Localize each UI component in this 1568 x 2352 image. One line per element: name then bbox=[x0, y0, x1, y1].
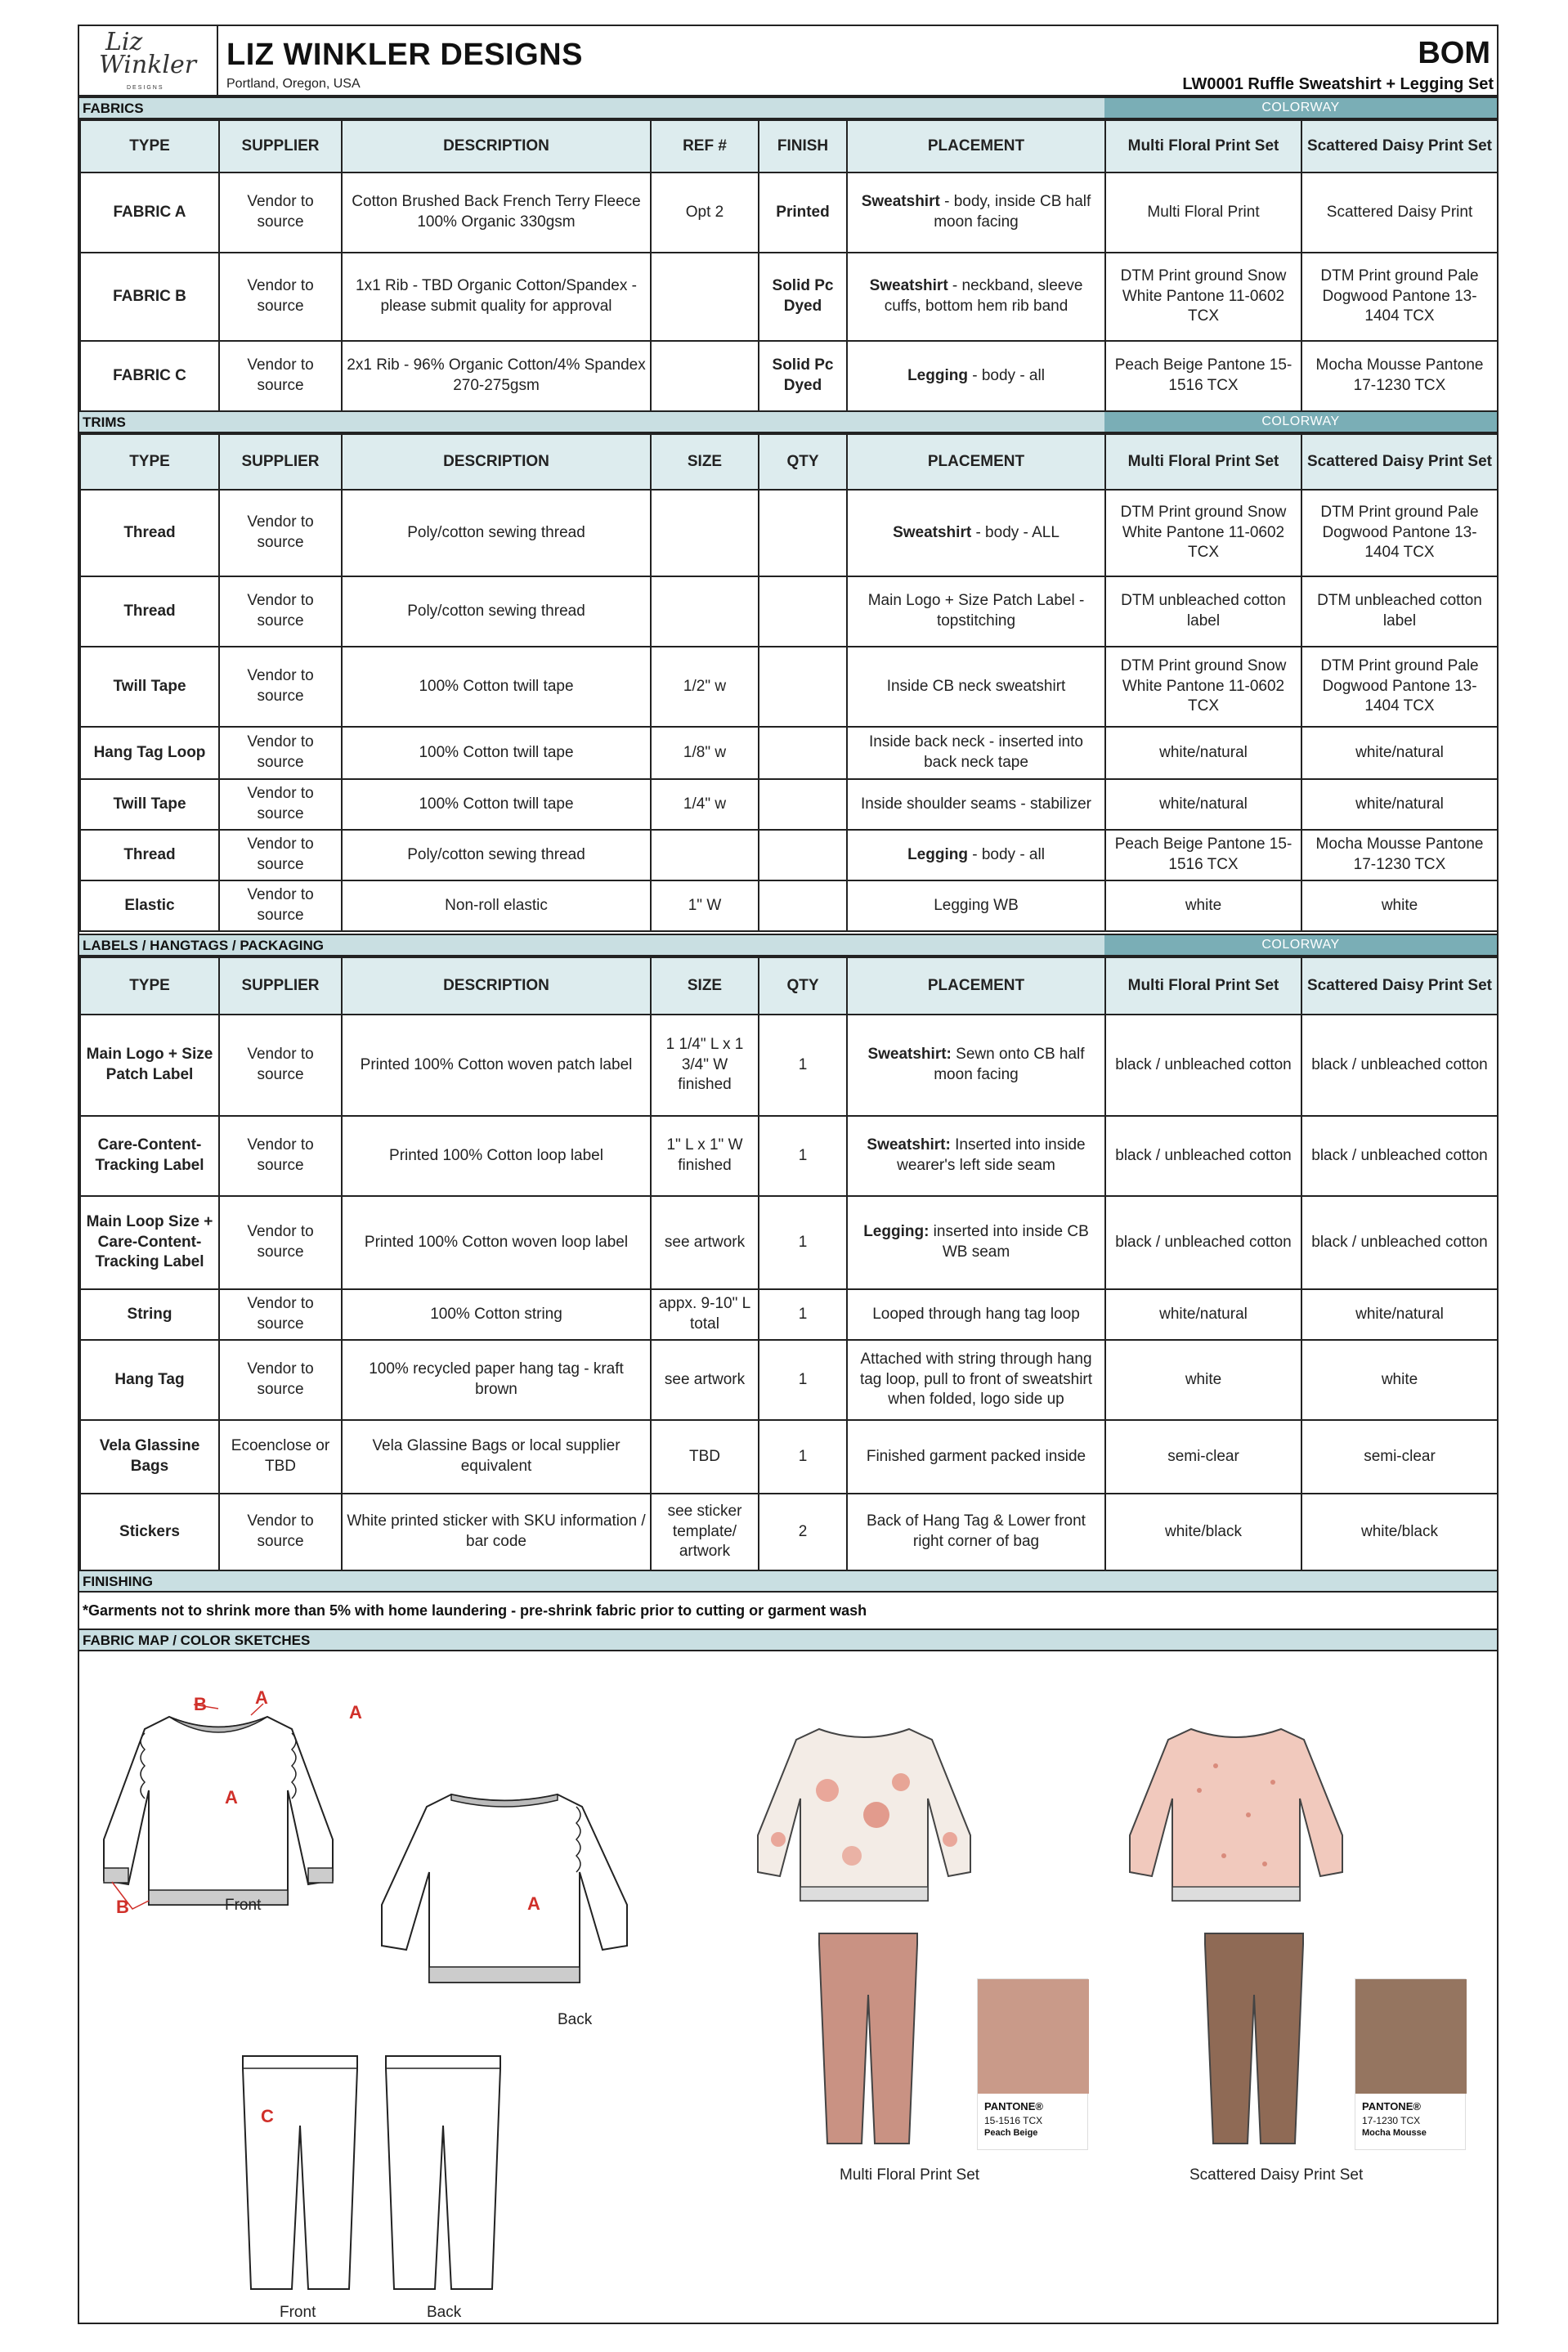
cell-qty: 1 bbox=[759, 1116, 847, 1196]
cell-placement bbox=[847, 490, 1105, 576]
cell-qty bbox=[759, 779, 847, 830]
sweatshirt-front-label: Front bbox=[225, 1897, 262, 1914]
col-header: SUPPLIER bbox=[219, 434, 342, 490]
col-header: Scattered Daisy Print Set bbox=[1301, 120, 1498, 172]
legging-back-label: Back bbox=[427, 2304, 462, 2321]
cell-description: Non-roll elastic bbox=[342, 880, 651, 931]
fabrics-section-header bbox=[79, 96, 1497, 119]
cell-type: Twill Tape bbox=[80, 647, 219, 727]
cell-supplier: Vendor to source bbox=[219, 1015, 342, 1116]
cell-placement bbox=[847, 172, 1105, 253]
fabrics-header-row bbox=[80, 120, 1498, 172]
col-header: Multi Floral Print Set bbox=[1105, 957, 1301, 1015]
cell-placement bbox=[847, 1340, 1105, 1420]
placement-text: - body - all bbox=[967, 845, 1045, 863]
cell-multi-floral: Peach Beige Pantone 15-1516 TCX bbox=[1105, 830, 1301, 880]
cell-qty: 1 bbox=[759, 1289, 847, 1340]
logo-line-2: Winkler bbox=[99, 51, 197, 79]
cell-supplier: Vendor to source bbox=[219, 1116, 342, 1196]
cell-scattered-daisy: white/black bbox=[1301, 1494, 1498, 1570]
placement-bold: Sweatshirt: bbox=[867, 1046, 952, 1064]
cell-supplier: Vendor to source bbox=[219, 880, 342, 931]
legging-front-label: Front bbox=[280, 2304, 316, 2321]
col-header: SUPPLIER bbox=[219, 120, 342, 172]
cell-multi-floral: white bbox=[1105, 1340, 1301, 1420]
cell-description: Poly/cotton sewing thread bbox=[342, 490, 651, 576]
company-name: LIZ WINKLER DESIGNS bbox=[226, 38, 583, 72]
table-row bbox=[80, 1420, 1498, 1494]
scattered-daisy-legging-sketch bbox=[1201, 1929, 1307, 2150]
finishing-note: *Garments not to shrink more than 5% with home laundering - pre-shrink fabric prior to cutting or garment wash bbox=[83, 1602, 867, 1619]
cell-description: 1x1 Rib - TBD Organic Cotton/Spandex - please submit quality for approval bbox=[342, 253, 651, 341]
cell-type: Main Loop Size + Care-Content-Tracking Label bbox=[80, 1196, 219, 1289]
cell-type: Care-Content-Tracking Label bbox=[80, 1116, 219, 1196]
cell-qty bbox=[759, 880, 847, 931]
sweatshirt-back-sketch bbox=[365, 1782, 643, 1995]
cell-placement bbox=[847, 1289, 1105, 1340]
multi-floral-sweatshirt-sketch bbox=[746, 1717, 983, 1913]
cell-supplier: Vendor to source bbox=[219, 253, 342, 341]
swatch-code: 15-1516 TCX bbox=[984, 2115, 1043, 2126]
cell-type: Vela Glassine Bags bbox=[80, 1420, 219, 1494]
trims-title: TRIMS bbox=[83, 414, 126, 430]
trims-colorway-label: COLORWAY bbox=[1104, 412, 1497, 432]
cell-scattered-daisy: white bbox=[1301, 1340, 1498, 1420]
cell-type: Hang Tag bbox=[80, 1340, 219, 1420]
cell-supplier: Vendor to source bbox=[219, 1196, 342, 1289]
swatch-code: 17-1230 TCX bbox=[1362, 2115, 1421, 2126]
labels-header-row bbox=[80, 957, 1498, 1015]
cell-multi-floral: DTM Print ground Snow White Pantone 11-0602 TCX bbox=[1105, 490, 1301, 576]
cell-size: 1 1/4" L x 1 3/4" W finished bbox=[651, 1015, 759, 1116]
cell-placement bbox=[847, 880, 1105, 931]
cell-scattered-daisy: black / unbleached cotton bbox=[1301, 1196, 1498, 1289]
table-row bbox=[80, 1340, 1498, 1420]
fabric-map-title: FABRIC MAP / COLOR SKETCHES bbox=[83, 1633, 311, 1648]
logo bbox=[79, 26, 218, 96]
cell-description: 2x1 Rib - 96% Organic Cotton/4% Spandex 270-275gsm bbox=[342, 341, 651, 411]
table-row bbox=[80, 727, 1498, 779]
cell-ref bbox=[651, 341, 759, 411]
cell-scattered-daisy: black / unbleached cotton bbox=[1301, 1015, 1498, 1116]
placement-text: Legging WB bbox=[934, 896, 1019, 914]
cell-supplier: Vendor to source bbox=[219, 341, 342, 411]
scattered-daisy-set-label: Scattered Daisy Print Set bbox=[1189, 2166, 1364, 2184]
cell-multi-floral: black / unbleached cotton bbox=[1105, 1196, 1301, 1289]
cell-placement bbox=[847, 1015, 1105, 1116]
table-row bbox=[80, 1196, 1498, 1289]
cell-supplier: Vendor to source bbox=[219, 830, 342, 880]
cell-scattered-daisy: white/natural bbox=[1301, 779, 1498, 830]
finishing-section-header bbox=[79, 1570, 1497, 1593]
cell-size bbox=[651, 576, 759, 647]
cell-description: Printed 100% Cotton woven loop label bbox=[342, 1196, 651, 1289]
col-header: QTY bbox=[759, 434, 847, 490]
cell-size: 1/2" w bbox=[651, 647, 759, 727]
sweatshirt-back-label: Back bbox=[558, 2011, 593, 2028]
cell-qty: 1 bbox=[759, 1340, 847, 1420]
fabric-map-sketches bbox=[79, 1651, 1497, 2322]
cell-qty bbox=[759, 830, 847, 880]
cell-finish: Printed bbox=[759, 172, 847, 253]
cell-scattered-daisy: DTM unbleached cotton label bbox=[1301, 576, 1498, 647]
cell-type: String bbox=[80, 1289, 219, 1340]
swatch-name: Mocha Mousse bbox=[1362, 2128, 1427, 2138]
cell-supplier: Vendor to source bbox=[219, 779, 342, 830]
col-header: DESCRIPTION bbox=[342, 957, 651, 1015]
placement-text: Main Logo + Size Patch Label - topstitching bbox=[867, 592, 1085, 629]
cell-scattered-daisy: white bbox=[1301, 880, 1498, 931]
trims-header-row bbox=[80, 434, 1498, 490]
col-header: PLACEMENT bbox=[847, 434, 1105, 490]
swatch-brand: PANTONE® bbox=[1362, 2100, 1421, 2112]
cell-placement bbox=[847, 1420, 1105, 1494]
cell-description: 100% recycled paper hang tag - kraft brown bbox=[342, 1340, 651, 1420]
cell-type: Stickers bbox=[80, 1494, 219, 1570]
col-header: Multi Floral Print Set bbox=[1105, 120, 1301, 172]
cell-size: see artwork bbox=[651, 1340, 759, 1420]
scattered-daisy-sweatshirt-sketch bbox=[1118, 1717, 1355, 1913]
logo-line-3: DESIGNS bbox=[127, 85, 164, 91]
swatch-mocha-mousse bbox=[1355, 1978, 1466, 2150]
placement-text: Inside back neck - inserted into back neck tape bbox=[869, 733, 1083, 771]
cell-qty bbox=[759, 490, 847, 576]
cell-multi-floral: Multi Floral Print bbox=[1105, 172, 1301, 253]
table-row bbox=[80, 779, 1498, 830]
cell-multi-floral: white/natural bbox=[1105, 727, 1301, 779]
col-header: TYPE bbox=[80, 434, 219, 490]
cell-multi-floral: DTM Print ground Snow White Pantone 11-0602 TCX bbox=[1105, 647, 1301, 727]
cell-size: 1" L x 1" W finished bbox=[651, 1116, 759, 1196]
trims-section-header bbox=[79, 410, 1497, 433]
placement-text: Finished garment packed inside bbox=[866, 1447, 1086, 1465]
cell-supplier: Vendor to source bbox=[219, 1340, 342, 1420]
cell-size: 1/4" w bbox=[651, 779, 759, 830]
sweatshirt-front-sketch bbox=[87, 1700, 349, 1921]
cell-placement bbox=[847, 1116, 1105, 1196]
cell-supplier: Vendor to source bbox=[219, 576, 342, 647]
cell-placement bbox=[847, 1494, 1105, 1570]
cell-placement bbox=[847, 727, 1105, 779]
cell-size bbox=[651, 490, 759, 576]
col-header: DESCRIPTION bbox=[342, 120, 651, 172]
cell-placement bbox=[847, 779, 1105, 830]
callout-b: B bbox=[116, 1897, 129, 1917]
cell-description: Cotton Brushed Back French Terry Fleece 100% Organic 330gsm bbox=[342, 172, 651, 253]
cell-supplier: Vendor to source bbox=[219, 647, 342, 727]
finishing-title: FINISHING bbox=[83, 1574, 153, 1589]
legging-back-sketch bbox=[382, 2052, 504, 2297]
cell-description: Printed 100% Cotton woven patch label bbox=[342, 1015, 651, 1116]
swatch-chip-mocha-mousse bbox=[1355, 1979, 1467, 2094]
logo-line-1: Liz bbox=[105, 28, 143, 56]
cell-scattered-daisy: DTM Print ground Pale Dogwood Pantone 13-1404 TCX bbox=[1301, 647, 1498, 727]
placement-bold: Sweatshirt: bbox=[867, 1136, 951, 1154]
placement-text: Attached with string through hang tag loop, pull to front of sweatshirt when folded, logo side up bbox=[859, 1350, 1093, 1409]
labels-table bbox=[79, 956, 1499, 1571]
cell-description: Poly/cotton sewing thread bbox=[342, 830, 651, 880]
col-header: Multi Floral Print Set bbox=[1105, 434, 1301, 490]
cell-scattered-daisy: Mocha Mousse Pantone 17-1230 TCX bbox=[1301, 341, 1498, 411]
placement-text: Looped through hang tag loop bbox=[872, 1305, 1080, 1323]
col-header: QTY bbox=[759, 957, 847, 1015]
placement-text: - body - all bbox=[967, 366, 1045, 384]
cell-size: 1" W bbox=[651, 880, 759, 931]
cell-multi-floral: white bbox=[1105, 880, 1301, 931]
fabrics-table bbox=[79, 119, 1499, 412]
cell-multi-floral: white/natural bbox=[1105, 779, 1301, 830]
callout-c: C bbox=[261, 2106, 274, 2126]
cell-qty bbox=[759, 727, 847, 779]
table-row bbox=[80, 490, 1498, 576]
cell-multi-floral: white/natural bbox=[1105, 1289, 1301, 1340]
style-title: LW0001 Ruffle Sweatshirt + Legging Set bbox=[1182, 75, 1494, 93]
placement-text: - neckband, sleeve cuffs, bottom hem rib band bbox=[884, 277, 1083, 315]
swatch-chip-peach-beige bbox=[978, 1979, 1089, 2094]
cell-size: see sticker template/ artwork bbox=[651, 1494, 759, 1570]
cell-scattered-daisy: semi-clear bbox=[1301, 1420, 1498, 1494]
table-row bbox=[80, 830, 1498, 880]
table-row bbox=[80, 1015, 1498, 1116]
col-header: REF # bbox=[651, 120, 759, 172]
cell-scattered-daisy: white/natural bbox=[1301, 727, 1498, 779]
cell-multi-floral: Peach Beige Pantone 15-1516 TCX bbox=[1105, 341, 1301, 411]
table-row bbox=[80, 1494, 1498, 1570]
swatch-peach-beige bbox=[977, 1978, 1088, 2150]
cell-placement bbox=[847, 647, 1105, 727]
placement-bold: Sweatshirt bbox=[869, 277, 948, 295]
cell-size bbox=[651, 830, 759, 880]
table-row bbox=[80, 1289, 1498, 1340]
cell-description: 100% Cotton twill tape bbox=[342, 647, 651, 727]
col-header: TYPE bbox=[80, 957, 219, 1015]
bom-sheet bbox=[78, 25, 1499, 2324]
placement-bold: Legging bbox=[907, 845, 968, 863]
placement-bold: Sweatshirt bbox=[861, 193, 940, 211]
cell-qty bbox=[759, 576, 847, 647]
cell-supplier: Vendor to source bbox=[219, 727, 342, 779]
cell-placement bbox=[847, 576, 1105, 647]
cell-type: Thread bbox=[80, 830, 219, 880]
cell-type: FABRIC C bbox=[80, 341, 219, 411]
placement-text: Inserted into inside wearer's left side seam bbox=[897, 1136, 1086, 1174]
cell-ref: Opt 2 bbox=[651, 172, 759, 253]
cell-multi-floral: DTM unbleached cotton label bbox=[1105, 576, 1301, 647]
cell-size: 1/8" w bbox=[651, 727, 759, 779]
cell-supplier: Vendor to source bbox=[219, 1494, 342, 1570]
table-row bbox=[80, 880, 1498, 931]
cell-description: 100% Cotton string bbox=[342, 1289, 651, 1340]
cell-type: FABRIC A bbox=[80, 172, 219, 253]
placement-bold: Legging: bbox=[863, 1223, 930, 1241]
col-header: FINISH bbox=[759, 120, 847, 172]
cell-qty: 1 bbox=[759, 1196, 847, 1289]
cell-supplier: Vendor to source bbox=[219, 172, 342, 253]
labels-colorway-label: COLORWAY bbox=[1104, 935, 1497, 955]
cell-scattered-daisy: white/natural bbox=[1301, 1289, 1498, 1340]
cell-description: 100% Cotton twill tape bbox=[342, 727, 651, 779]
table-row bbox=[80, 647, 1498, 727]
placement-bold: Legging bbox=[907, 366, 968, 384]
cell-placement bbox=[847, 253, 1105, 341]
cell-size: TBD bbox=[651, 1420, 759, 1494]
multi-floral-legging-sketch bbox=[815, 1929, 921, 2150]
cell-description: Vela Glassine Bags or local supplier equivalent bbox=[342, 1420, 651, 1494]
cell-description: Printed 100% Cotton loop label bbox=[342, 1116, 651, 1196]
col-header: SIZE bbox=[651, 957, 759, 1015]
cell-size: see artwork bbox=[651, 1196, 759, 1289]
col-header: SIZE bbox=[651, 434, 759, 490]
cell-finish: Solid Pc Dyed bbox=[759, 253, 847, 341]
cell-type: Twill Tape bbox=[80, 779, 219, 830]
labels-title: LABELS / HANGTAGS / PACKAGING bbox=[83, 938, 324, 953]
cell-supplier: Vendor to source bbox=[219, 1289, 342, 1340]
cell-type: Hang Tag Loop bbox=[80, 727, 219, 779]
placement-text: - body - ALL bbox=[971, 523, 1060, 541]
table-row bbox=[80, 253, 1498, 341]
col-header: DESCRIPTION bbox=[342, 434, 651, 490]
col-header: Scattered Daisy Print Set bbox=[1301, 957, 1498, 1015]
cell-multi-floral: white/black bbox=[1105, 1494, 1301, 1570]
cell-description: 100% Cotton twill tape bbox=[342, 779, 651, 830]
fabric-map-section-header bbox=[79, 1628, 1497, 1651]
table-row bbox=[80, 341, 1498, 411]
company-location: Portland, Oregon, USA bbox=[226, 77, 361, 91]
cell-finish: Solid Pc Dyed bbox=[759, 341, 847, 411]
col-header: TYPE bbox=[80, 120, 219, 172]
cell-description: Poly/cotton sewing thread bbox=[342, 576, 651, 647]
cell-description: White printed sticker with SKU information / bar code bbox=[342, 1494, 651, 1570]
cell-type: Thread bbox=[80, 576, 219, 647]
cell-multi-floral: black / unbleached cotton bbox=[1105, 1116, 1301, 1196]
cell-qty: 1 bbox=[759, 1420, 847, 1494]
cell-supplier: Ecoenclose or TBD bbox=[219, 1420, 342, 1494]
cell-qty bbox=[759, 647, 847, 727]
cell-qty: 1 bbox=[759, 1015, 847, 1116]
callout-a: A bbox=[225, 1787, 238, 1808]
labels-section-header bbox=[79, 934, 1497, 956]
fabrics-title: FABRICS bbox=[83, 101, 144, 116]
swatch-name: Peach Beige bbox=[984, 2128, 1038, 2138]
cell-multi-floral: semi-clear bbox=[1105, 1420, 1301, 1494]
placement-text: Back of Hang Tag & Lower front right corner of bag bbox=[867, 1512, 1086, 1550]
table-row bbox=[80, 172, 1498, 253]
document-type: BOM bbox=[1418, 36, 1490, 70]
col-header: PLACEMENT bbox=[847, 957, 1105, 1015]
cell-scattered-daisy: DTM Print ground Pale Dogwood Pantone 13-1404 TCX bbox=[1301, 490, 1498, 576]
cell-multi-floral: black / unbleached cotton bbox=[1105, 1015, 1301, 1116]
callout-a: A bbox=[349, 1702, 362, 1723]
placement-text: Inside shoulder seams - stabilizer bbox=[861, 795, 1091, 813]
cell-scattered-daisy: DTM Print ground Pale Dogwood Pantone 13-1404 TCX bbox=[1301, 253, 1498, 341]
cell-placement bbox=[847, 830, 1105, 880]
callout-a: A bbox=[527, 1893, 540, 1914]
cell-ref bbox=[651, 253, 759, 341]
placement-text: Sewn onto CB half moon facing bbox=[934, 1046, 1085, 1083]
fabrics-colorway-label: COLORWAY bbox=[1104, 98, 1497, 118]
cell-scattered-daisy: Scattered Daisy Print bbox=[1301, 172, 1498, 253]
cell-supplier: Vendor to source bbox=[219, 490, 342, 576]
cell-type: Thread bbox=[80, 490, 219, 576]
col-header: PLACEMENT bbox=[847, 120, 1105, 172]
cell-size: appx. 9-10" L total bbox=[651, 1289, 759, 1340]
placement-bold: Sweatshirt bbox=[893, 523, 972, 541]
cell-type: Elastic bbox=[80, 880, 219, 931]
multi-floral-set-label: Multi Floral Print Set bbox=[840, 2166, 980, 2184]
placement-text: inserted into inside CB WB seam bbox=[929, 1223, 1089, 1261]
cell-placement bbox=[847, 341, 1105, 411]
callout-a: A bbox=[255, 1687, 268, 1708]
placement-text: - body, inside CB half moon facing bbox=[934, 193, 1091, 231]
table-row bbox=[80, 1116, 1498, 1196]
placement-text: Inside CB neck sweatshirt bbox=[886, 677, 1066, 695]
cell-scattered-daisy: black / unbleached cotton bbox=[1301, 1116, 1498, 1196]
swatch-brand: PANTONE® bbox=[984, 2100, 1043, 2112]
trims-table bbox=[79, 433, 1499, 932]
finishing-note-row bbox=[79, 1593, 1497, 1630]
cell-type: Main Logo + Size Patch Label bbox=[80, 1015, 219, 1116]
table-row bbox=[80, 576, 1498, 647]
cell-qty: 2 bbox=[759, 1494, 847, 1570]
legging-front-sketch bbox=[239, 2052, 361, 2297]
cell-placement bbox=[847, 1196, 1105, 1289]
col-header: Scattered Daisy Print Set bbox=[1301, 434, 1498, 490]
callout-b: B bbox=[194, 1694, 207, 1714]
header bbox=[79, 26, 1497, 96]
col-header: SUPPLIER bbox=[219, 957, 342, 1015]
cell-scattered-daisy: Mocha Mousse Pantone 17-1230 TCX bbox=[1301, 830, 1498, 880]
cell-type: FABRIC B bbox=[80, 253, 219, 341]
cell-multi-floral: DTM Print ground Snow White Pantone 11-0602 TCX bbox=[1105, 253, 1301, 341]
